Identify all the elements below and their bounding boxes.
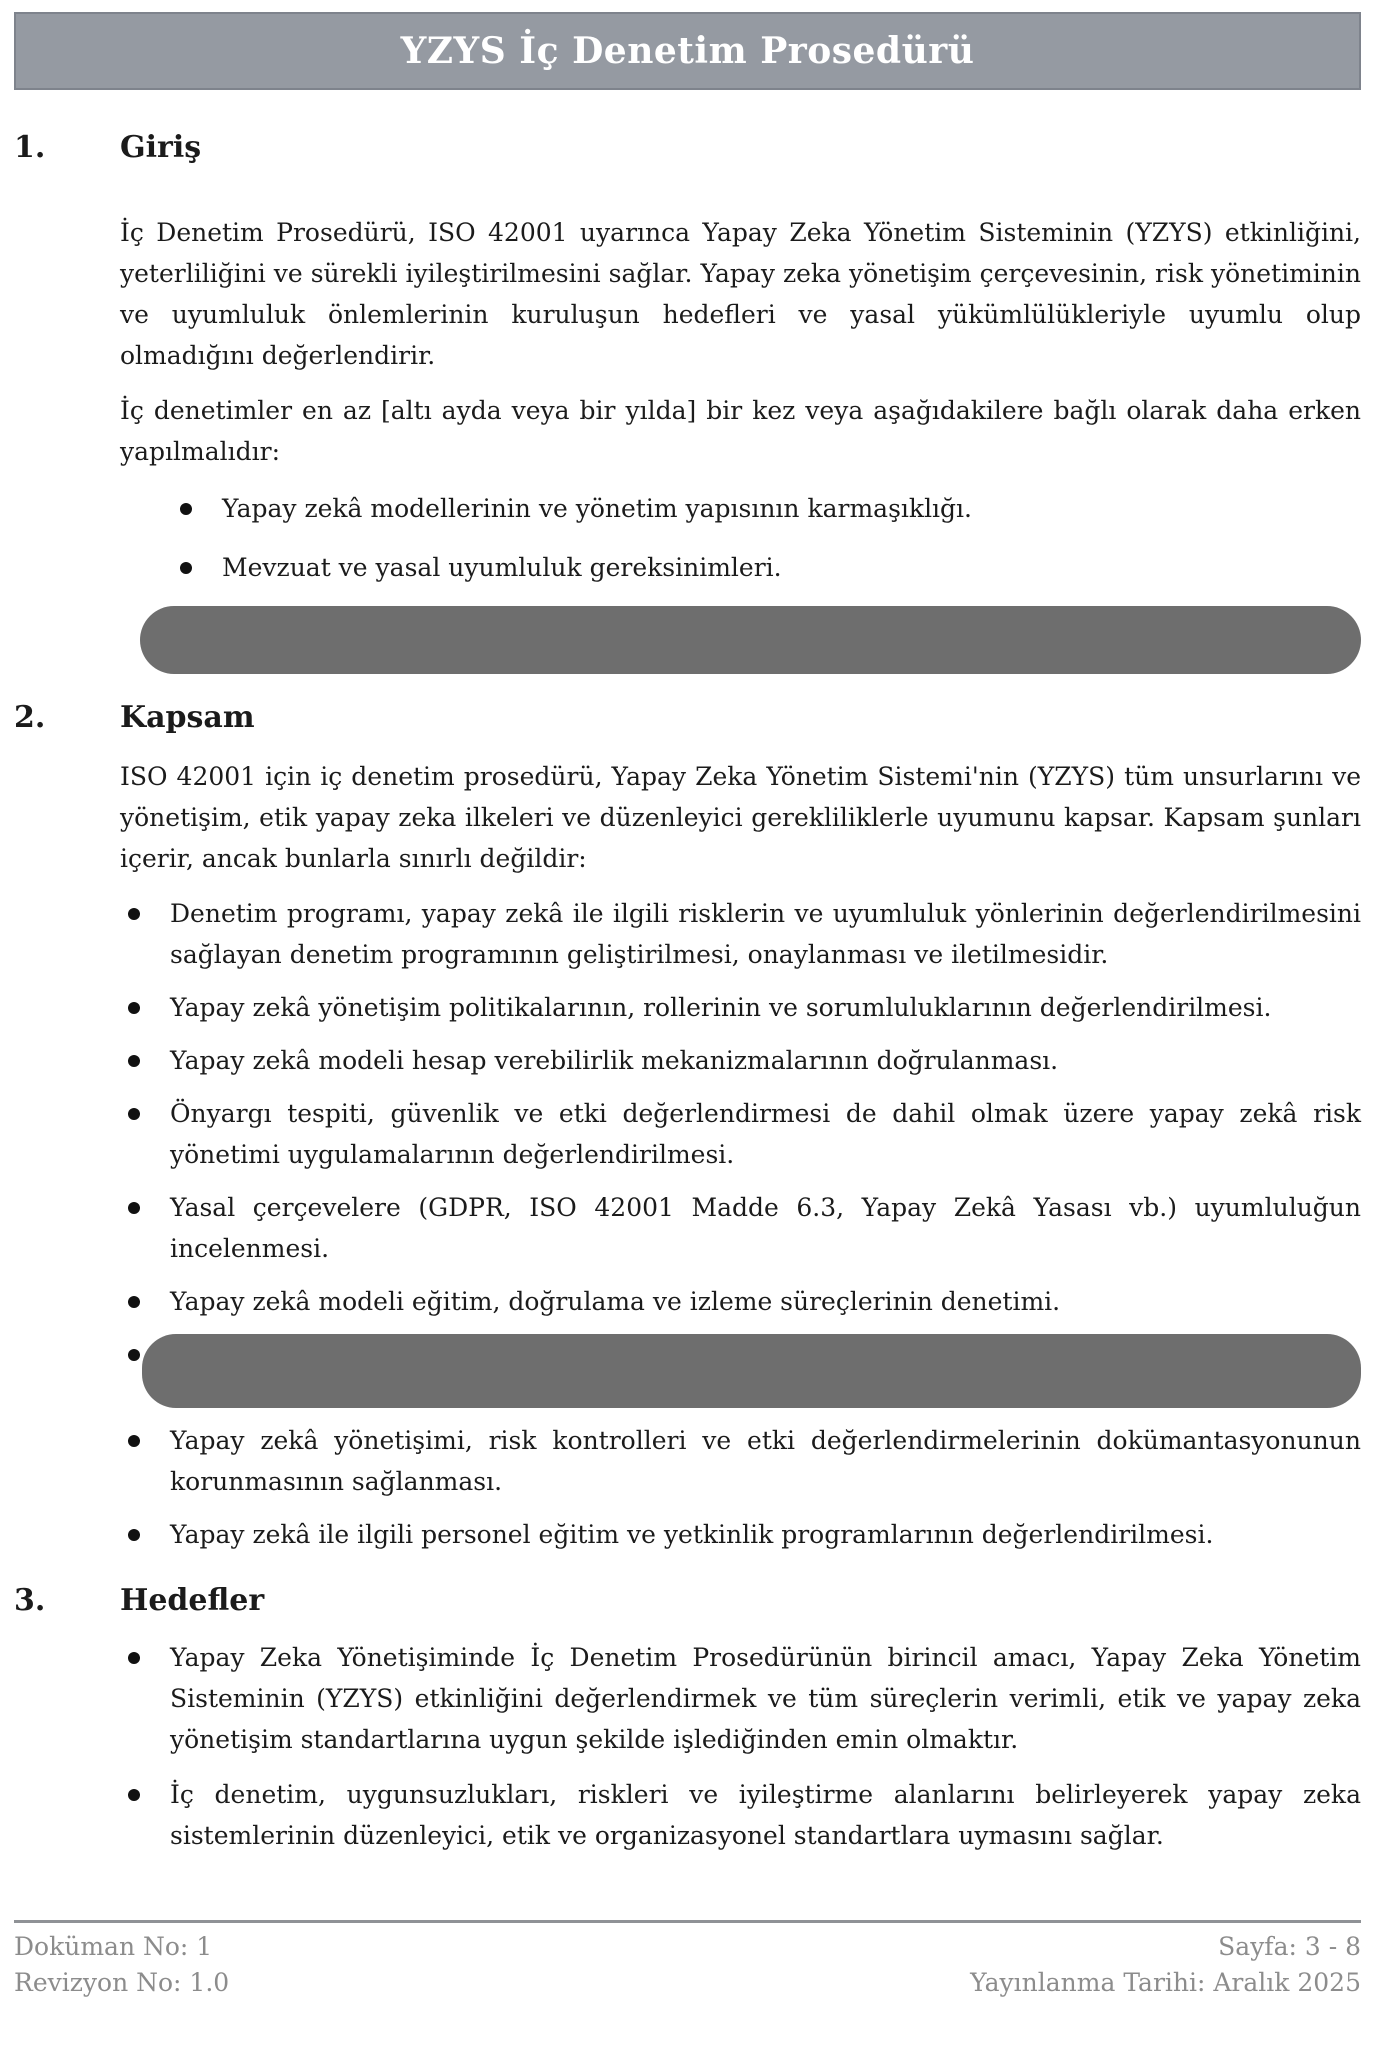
list-item: Yapay zekâ ile ilgili personel eğitim ve yetkinlik programlarının değerlendirilmesi. <box>126 1514 1361 1555</box>
list-item: Mevzuat ve yasal uyumluluk gereksinimleri. <box>178 547 1361 588</box>
page-number: Sayfa: 3 - 8 <box>1218 1932 1361 1961</box>
page-footer <box>14 1920 1361 2001</box>
document-number: Doküman No: 1 <box>14 1932 213 1961</box>
bullet-list <box>126 1637 1361 1856</box>
footer-left <box>14 1929 229 2001</box>
redaction-bar <box>140 606 1361 674</box>
footer-right <box>970 1929 1361 2001</box>
bullet-list <box>178 488 1361 588</box>
section-hedefler <box>14 1581 1361 1856</box>
list-item: Yasal çerçevelere (GDPR, ISO 42001 Madde 6.3, Yapay Zekâ Yasası vb.) uyumluluğun incelenmesi. <box>126 1187 1361 1269</box>
paragraph: ISO 42001 için iç denetim prosedürü, Yapay Zeka Yönetim Sistemi'nin (YZYS) tüm unsurlarını ve yönetişim, etik yapay zeka ilkeleri ve düzenleyici gerekliliklerle uyumunu kapsar. Kapsam şunları içerir, ancak bunlarla sınırlı değildir: <box>120 762 1361 873</box>
page-title: YZYS İç Denetim Prosedürü <box>400 30 975 72</box>
section-title: Giriş <box>120 130 202 165</box>
list-item: Yapay Zeka Yönetişiminde İç Denetim Prosedürünün birincil amacı, Yapay Zeka Yönetim Sisteminin (YZYS) etkinliğini değerlendirmek ve tüm süreçlerin verimli, etik ve yapay zeka yönetişim standartlarına uygun şekilde işlediğinden emin olmaktır. <box>126 1637 1361 1760</box>
section-heading <box>14 698 1361 738</box>
section-title: Hedefler <box>120 1583 265 1618</box>
paragraph: İç denetimler en az [altı ayda veya bir yılda] bir kez veya aşağıdakilere bağlı olarak daha erken yapılmalıdır: <box>120 396 1361 466</box>
publish-date: Yayınlanma Tarihi: Aralık 2025 <box>970 1968 1361 1997</box>
list-item: Denetim programı, yapay zekâ ile ilgili risklerin ve uyumluluk yönlerinin değerlendirilmesini sağlayan denetim programının geliştirilmesi, onaylanması ve iletilmesidir. <box>126 893 1361 975</box>
section-heading <box>14 128 1361 168</box>
list-item: Önyargı tespiti, güvenlik ve etki değerlendirmesi de dahil olmak üzere yapay zekâ risk yönetimi uygulamalarının değerlendirilmesi. <box>126 1093 1361 1175</box>
section-heading <box>14 1581 1361 1621</box>
section-title: Kapsam <box>120 700 255 735</box>
bullet-list <box>126 893 1361 1555</box>
footer-divider <box>14 1920 1361 1923</box>
section-kapsam <box>14 698 1361 1555</box>
section-number: 2. <box>14 700 46 735</box>
title-banner <box>14 12 1361 90</box>
paragraph: İç Denetim Prosedürü, ISO 42001 uyarınca Yapay Zeka Yönetim Sisteminin (YZYS) etkinliğini, yeterliliğini ve sürekli iyileştirilmesini sağlar. Yapay zeka yönetişim çerçevesinin, risk yönetiminin ve uyumluluk önlemlerinin kuruluşun hedefleri ve yasal yükümlülükleriyle uyumlu olup olmadığını değerlendirir. <box>120 218 1361 370</box>
list-item: Yapay zekâ modellerinin ve yönetim yapısının karmaşıklığı. <box>178 488 1361 529</box>
redacted-list-item <box>126 1334 1361 1408</box>
section-number: 1. <box>14 130 46 165</box>
revision-number: Revizyon No: 1.0 <box>14 1968 230 1997</box>
list-item: Yapay zekâ modeli hesap verebilirlik mekanizmalarının doğrulanması. <box>126 1040 1361 1081</box>
section-number: 3. <box>14 1583 46 1618</box>
redaction-bar <box>142 1334 1361 1408</box>
list-item: Yapay zekâ yönetişim politikalarının, rollerinin ve sorumluluklarının değerlendirilmesi. <box>126 987 1361 1028</box>
section-giris <box>14 128 1361 674</box>
list-item: İç denetim, uygunsuzlukları, riskleri ve iyileştirme alanlarını belirleyerek yapay zeka sistemlerinin düzenleyici, etik ve organizasyonel standartlara uymasını sağlar. <box>126 1774 1361 1856</box>
list-item: Yapay zekâ modeli eğitim, doğrulama ve izleme süreçlerinin denetimi. <box>126 1281 1361 1322</box>
list-item: Yapay zekâ yönetişimi, risk kontrolleri ve etki değerlendirmelerinin dokümantasyonunun korunmasının sağlanması. <box>126 1420 1361 1502</box>
